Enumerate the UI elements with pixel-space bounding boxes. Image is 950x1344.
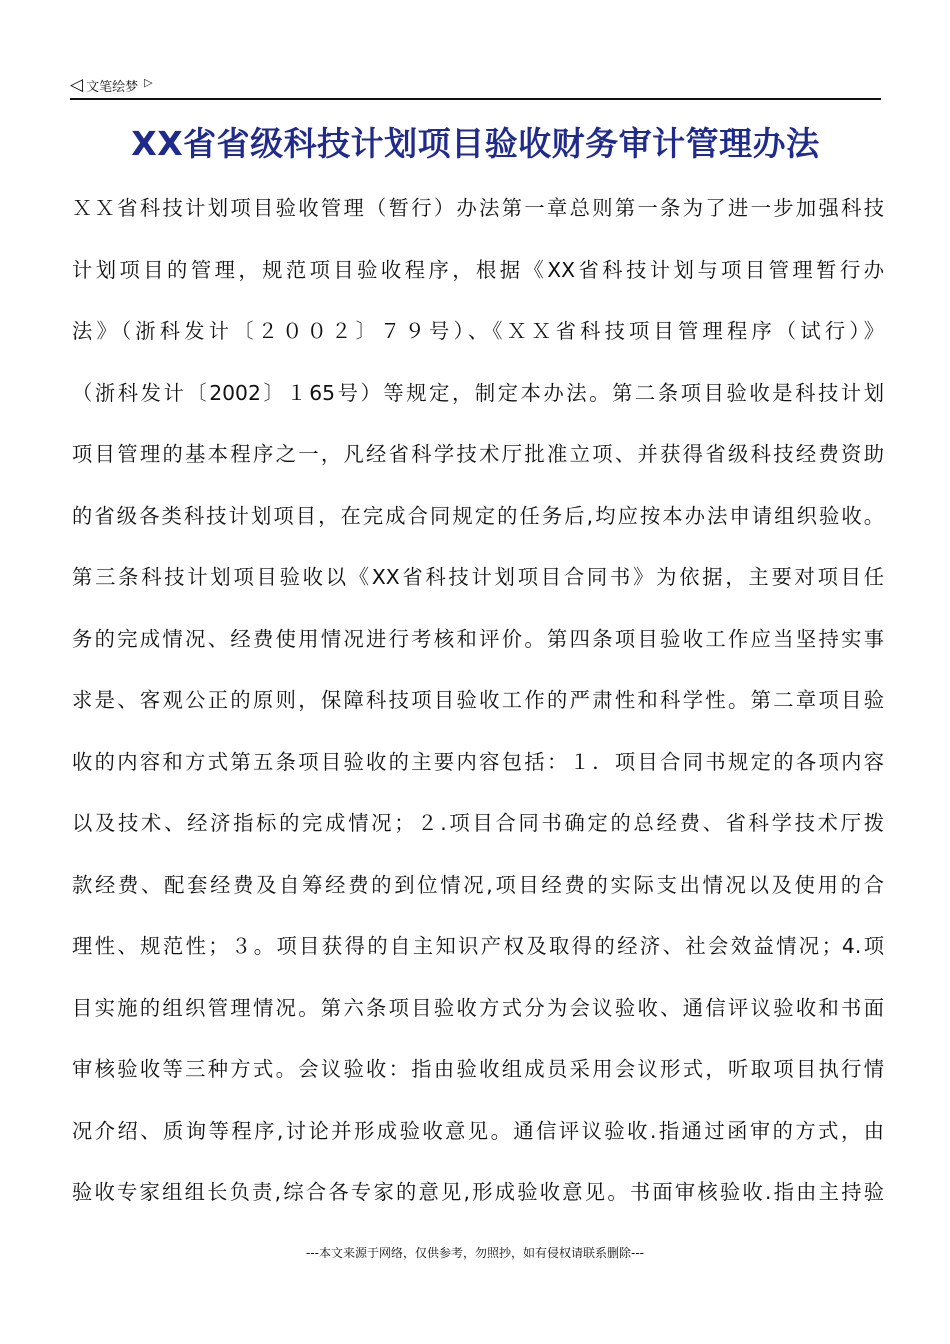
body-line: 审核验收等三种方式。会议验收：指由验收组成员采用会议形式，听取项目执行情 bbox=[72, 1057, 884, 1081]
body-line: 收的内容和方式第五条项目验收的主要内容包括：１．项目合同书规定的各项内容 bbox=[72, 749, 884, 774]
body-line: 计划项目的管理，规范项目验收程序，根据《XX省科技计划与项目管理暂行办 bbox=[72, 257, 884, 282]
body-line: 理性、规范性；３。项目获得的自主知识产权及取得的经济、社会效益情况；4.项 bbox=[72, 934, 884, 958]
document-body bbox=[72, 178, 884, 1224]
body-line: 第三条科技计划项目验收以《XX省科技计划项目合同书》为依据，主要对项目任 bbox=[72, 565, 884, 589]
body-line: 况介绍、质询等程序,讨论并形成验收意见。通信评议验收.指通过函审的方式，由 bbox=[72, 1118, 884, 1143]
body-line: （浙科发计〔2002〕１65号）等规定，制定本办法。第二条项目验收是科技计划 bbox=[72, 380, 884, 405]
header-divider bbox=[70, 98, 881, 100]
body-line: 目实施的组织管理情况。第六条项目验收方式分为会议验收、通信评议验收和书面 bbox=[72, 995, 884, 1020]
page-footer: ---本文来源于网络，仅供参考，勿照抄，如有侵权请联系删除--- bbox=[306, 1246, 644, 1260]
body-line: ＸＸ省科技计划项目验收管理（暂行）办法第一章总则第一条为了进一步加强科技 bbox=[72, 196, 884, 220]
body-line: 款经费、配套经费及自筹经费的到位情况,项目经费的实际支出情况以及使用的合 bbox=[72, 872, 884, 897]
body-line: 的省级各类科技计划项目，在完成合同规定的任务后,均应按本办法申请组织验收。 bbox=[72, 503, 884, 528]
body-line: 以及技术、经济指标的完成情况；２.项目合同书确定的总经费、省科学技术厅拨 bbox=[72, 811, 884, 835]
body-line: 项目管理的基本程序之一，凡经省科学技术厅批准立项、并获得省级科技经费资助 bbox=[72, 442, 884, 466]
page-header bbox=[70, 74, 153, 96]
right-triangle-icon: ▷ bbox=[144, 75, 153, 89]
body-line: 求是、客观公正的原则，保障科技项目验收工作的严肃性和科学性。第二章项目验 bbox=[72, 688, 884, 712]
document-title: XX省省级科技计划项目验收财务审计管理办法 bbox=[131, 124, 820, 163]
body-line: 验收专家组组长负责,综合各专家的意见,形成验收意见。书面审核验收.指由主持验 bbox=[72, 1180, 884, 1204]
left-triangle-icon: ◁ bbox=[70, 74, 84, 95]
body-line: 法》（浙科发计〔２００２〕７９号）、《ＸＸ省科技项目管理程序（试行）》 bbox=[72, 319, 884, 343]
header-brand: 文笔绘梦 bbox=[86, 79, 139, 95]
body-line: 务的完成情况、经费使用情况进行考核和评价。第四条项目验收工作应当坚持实事 bbox=[72, 626, 884, 651]
